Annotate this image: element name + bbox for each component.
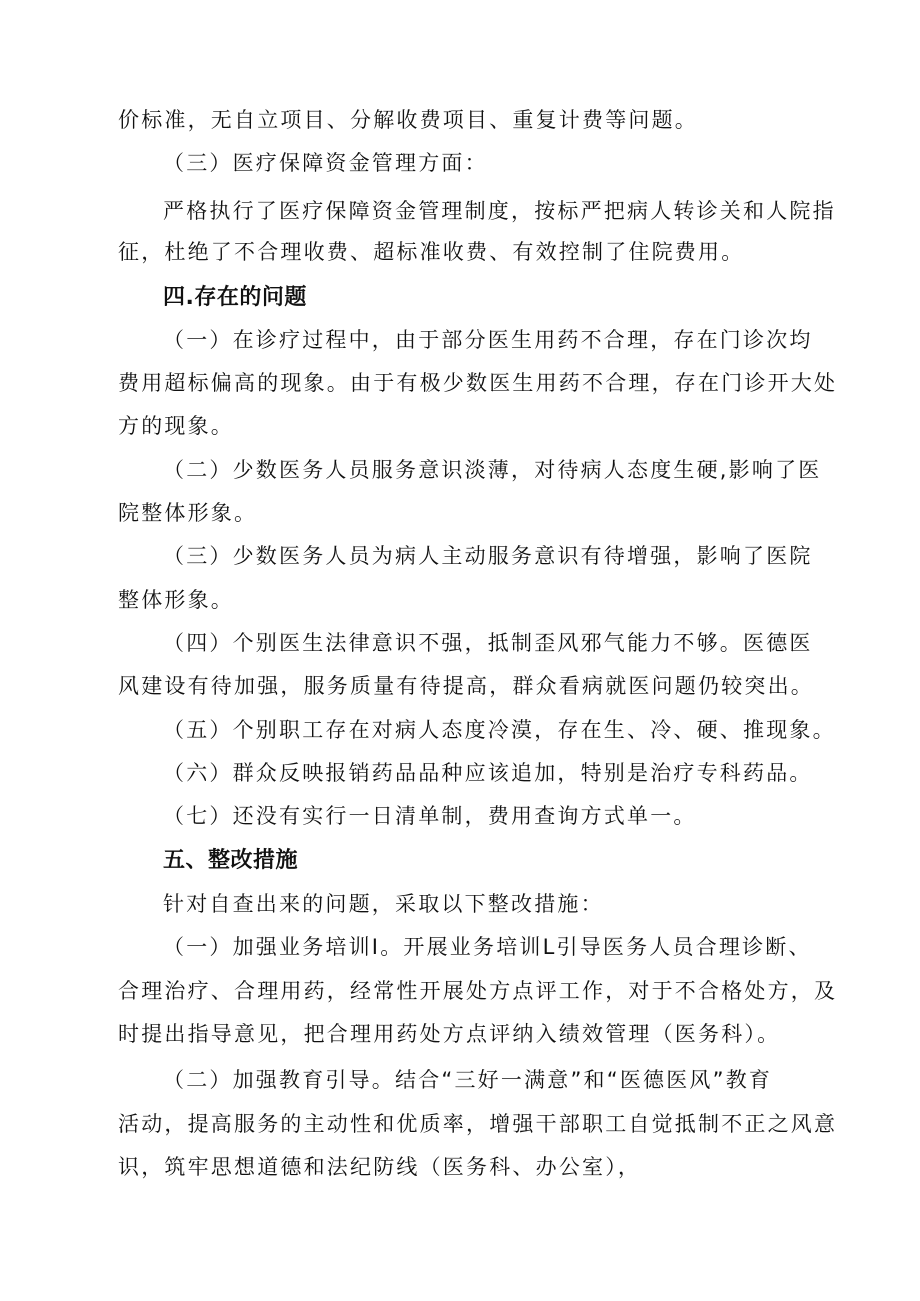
section-heading: 五、整改措施 <box>163 848 299 873</box>
paragraph-line: 院整体形象。 <box>118 501 258 525</box>
paragraph-line: 价标准，无自立项目、分解收费项目、重复计费等问题。 <box>118 108 698 132</box>
paragraph-line: 费用超标偏高的现象。由于有极少数医生用药不合理，存在门诊开大处 <box>118 371 838 395</box>
paragraph-line: （二）少数医务人员服务意识淡薄，对待病人态度生硬,影响了医 <box>163 458 822 482</box>
paragraph-line: 针对自查出来的问题，采取以下整改措施： <box>163 892 604 916</box>
paragraph-line: （一）加强业务培训I。开展业务培训L引导医务人员合理诊断、 <box>163 935 812 959</box>
paragraph-line: 方的现象。 <box>118 414 234 438</box>
paragraph-line: （七）还没有实行一日清单制，费用查询方式单一。 <box>163 804 697 828</box>
paragraph-line: 风建设有待加强，服务质量有待提高，群众看病就医问题仍较突出。 <box>118 674 814 698</box>
paragraph-line: 合理治疗、合理用药，经常性开展处方点评工作，对于不合格处方，及 <box>118 979 838 1003</box>
paragraph-line: （四）个别医生法律意识不强，抵制歪风邪气能力不够。医德医 <box>163 631 813 655</box>
paragraph-line: 识，筑牢思想道德和法纪防线（医务科、办公室）， <box>118 1155 642 1179</box>
paragraph-line: 整体形象。 <box>118 588 234 612</box>
paragraph-line: 活动，提高服务的主动性和优质率，增强干部职工自觉抵制不正之风意 <box>118 1112 838 1136</box>
subheading: （三）医疗保障资金管理方面： <box>163 151 488 175</box>
paragraph-line: （五）个别职工存在对病人态度冷漠，存在生、冷、硬、推现象。 <box>163 718 836 742</box>
section-heading: 四.存在的问题 <box>163 285 307 310</box>
paragraph-line: （六）群众反映报销药品品种应该追加，特别是治疗专科药品。 <box>163 761 813 785</box>
paragraph-line: （一）在诊疗过程中，由于部分医生用药不合理，存在门诊次均 <box>163 328 813 352</box>
paragraph-line: 时提出指导意见，把合理用药处方点评纳入绩效管理（医务科）。 <box>118 1022 781 1046</box>
paragraph-line: （二）加强教育引导。结合“三好一满意”和“医德医风”教育 <box>163 1068 773 1092</box>
paragraph-line: （三）少数医务人员为病人主动服务意识有待增强，影响了医院 <box>163 544 813 568</box>
paragraph-line: 征，杜绝了不合理收费、超标准收费、有效控制了住院费用。 <box>118 240 745 264</box>
paragraph-line: 严格执行了医疗保障资金管理制度，按标严把病人转诊关和人院指 <box>163 199 836 223</box>
